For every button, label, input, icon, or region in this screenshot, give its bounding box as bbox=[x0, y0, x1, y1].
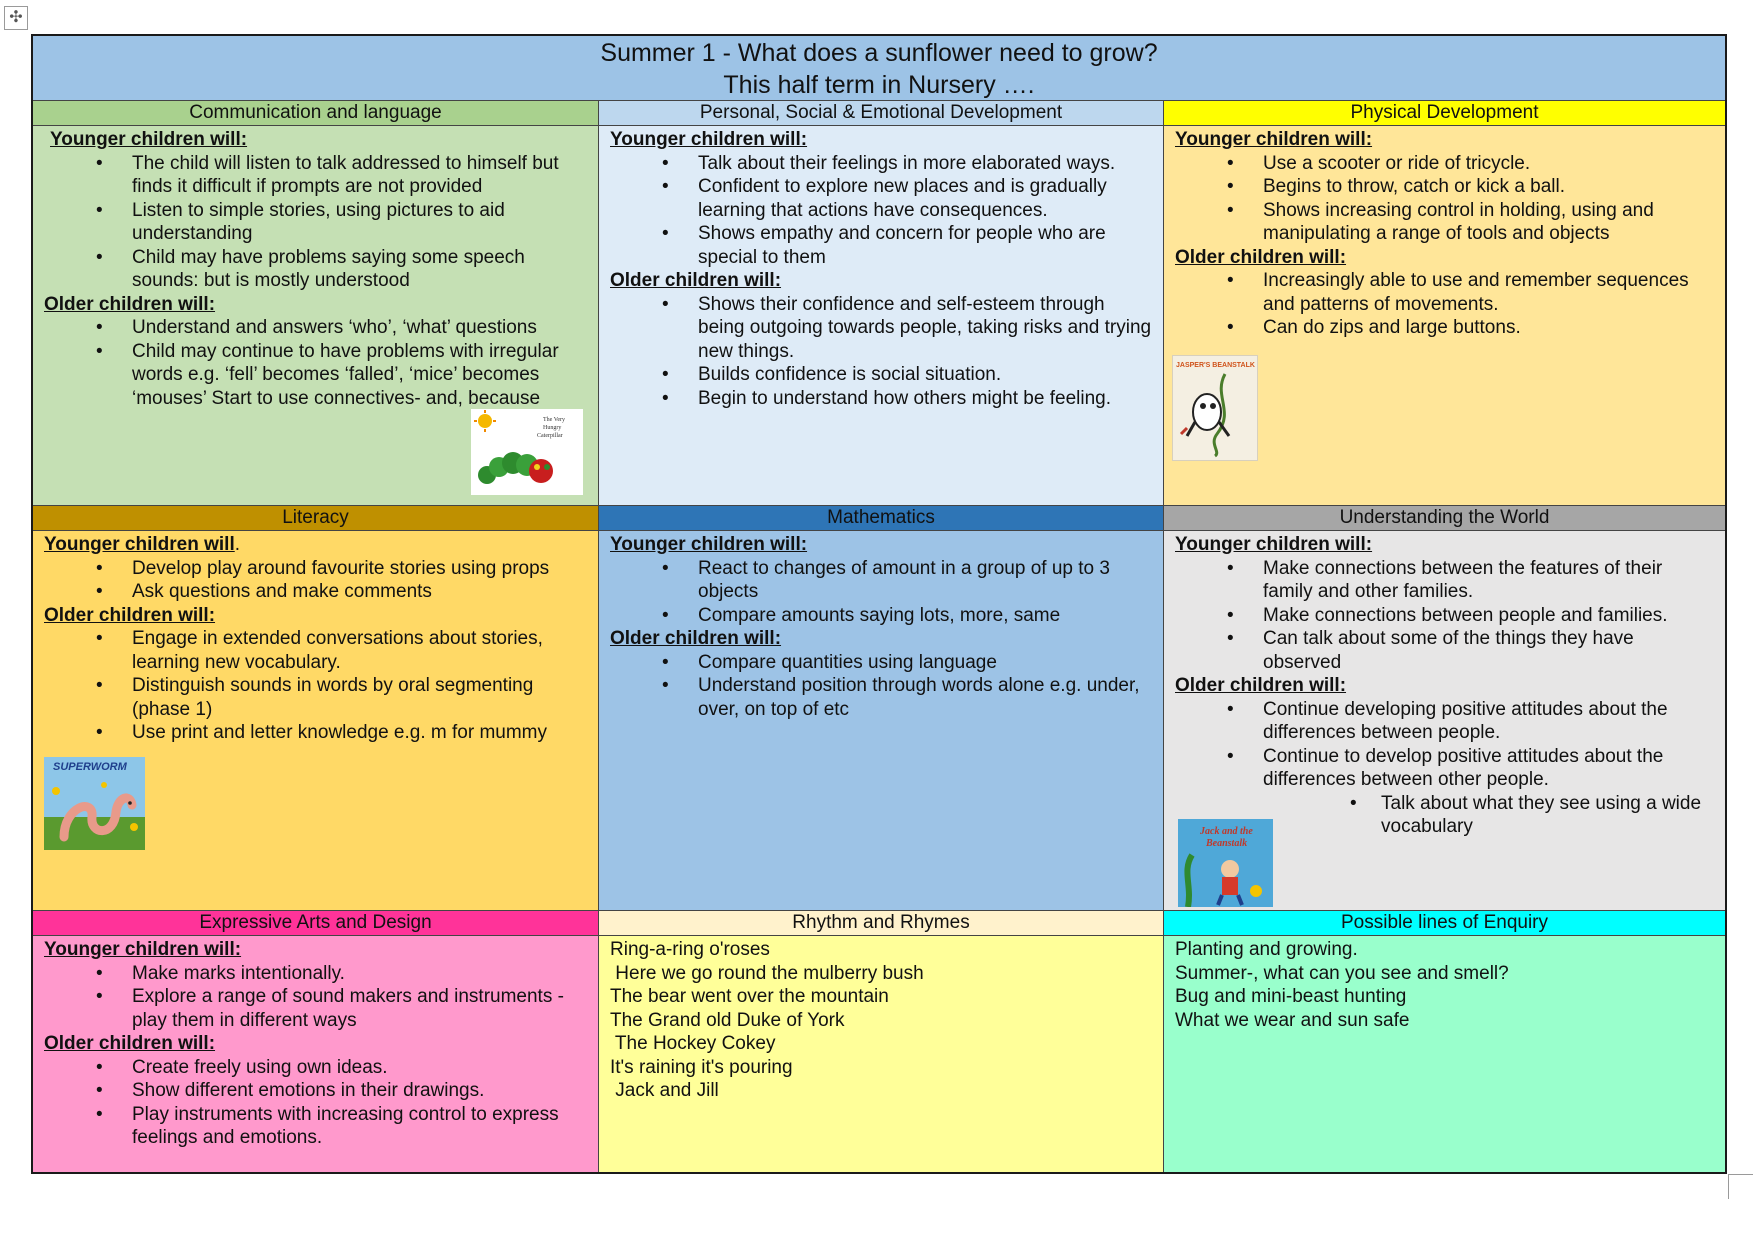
list-item: • Ask questions and make comments bbox=[44, 580, 588, 604]
list-item: • Develop play around favourite stories using props bbox=[44, 557, 588, 581]
list-item: • Engage in extended conversations about stories, learning new vocabulary. bbox=[44, 627, 588, 674]
rhyme-item: Ring-a-ring o'roses bbox=[610, 939, 770, 960]
maths-cell bbox=[599, 506, 1164, 911]
hungry-caterpillar-book-image bbox=[471, 409, 583, 495]
communication-body bbox=[33, 126, 598, 505]
older-label: Older children will: bbox=[610, 628, 782, 649]
enquiry-item: Bug and mini-beast hunting bbox=[1175, 986, 1407, 1007]
rhyme-item: It's raining it's pouring bbox=[610, 1056, 793, 1078]
psed-heading: Personal, Social & Emotional Development bbox=[599, 101, 1163, 126]
list-item: • Begins to throw, catch or kick a ball. bbox=[1175, 175, 1715, 199]
list-item: • Talk about what they see using a wide vocabulary bbox=[1175, 792, 1715, 839]
list-item: • Use a scooter or ride of tricycle. bbox=[1175, 152, 1715, 176]
list-item: • Make marks intentionally. bbox=[44, 962, 588, 986]
younger-list bbox=[44, 962, 588, 1033]
arts-body bbox=[33, 936, 598, 1172]
older-label: Older children will: bbox=[1175, 675, 1347, 696]
enquiry-cell bbox=[1164, 911, 1725, 1172]
rhymes-heading: Rhythm and Rhymes bbox=[599, 911, 1163, 936]
list-item: • Shows their confidence and self-esteem through being outgoing towards people, taking risks and trying new things. bbox=[610, 293, 1153, 364]
list-item: • Understand and answers ‘who’, ‘what’ questions bbox=[44, 316, 588, 340]
older-label: Older children will: bbox=[1175, 246, 1347, 268]
rhymes-body bbox=[599, 936, 1163, 1172]
book-title-text: The Very bbox=[543, 417, 566, 423]
physical-cell bbox=[1164, 101, 1725, 506]
list-item: • Continue developing positive attitudes about the differences between people. bbox=[1175, 698, 1715, 745]
literacy-heading: Literacy bbox=[33, 506, 598, 531]
older-list bbox=[44, 316, 588, 410]
book-title-text: Beanstalk bbox=[1206, 838, 1248, 849]
book-title-text: JASPER'S BEANSTALK bbox=[1176, 362, 1255, 369]
world-cell bbox=[1164, 506, 1725, 911]
list-item: • Listen to simple stories, using pictures to aid understanding bbox=[44, 199, 588, 246]
rhymes-cell bbox=[599, 911, 1164, 1172]
psed-cell bbox=[599, 101, 1164, 506]
list-item: • Shows increasing control in holding, using and manipulating a range of tools and objects bbox=[1175, 199, 1715, 246]
list-item: • Compare quantities using language bbox=[610, 651, 1153, 675]
enquiry-item: Summer-, what can you see and smell? bbox=[1175, 962, 1509, 984]
list-item: • Distinguish sounds in words by oral segmenting (phase 1) bbox=[44, 674, 588, 721]
list-item: • Can do zips and large buttons. bbox=[1175, 316, 1715, 340]
jack-and-the-beanstalk-book-image bbox=[1178, 819, 1273, 907]
communication-heading: Communication and language bbox=[33, 101, 598, 126]
list-item: • Increasingly able to use and remember sequences and patterns of movements. bbox=[1175, 269, 1715, 316]
list-item: • Use print and letter knowledge e.g. m for mummy bbox=[44, 721, 588, 745]
younger-list bbox=[44, 152, 588, 293]
older-list bbox=[1175, 698, 1715, 839]
list-item: • Show different emotions in their drawings. bbox=[44, 1079, 588, 1103]
psed-body bbox=[599, 126, 1163, 505]
rhyme-item: Here we go round the mulberry bush bbox=[610, 962, 924, 984]
older-label: Older children will: bbox=[44, 604, 216, 626]
page-title: Summer 1 - What does a sunflower need to grow? bbox=[600, 39, 1158, 67]
list-item: • React to changes of amount in a group of up to 3 objects bbox=[610, 557, 1153, 604]
enquiry-item: Planting and growing. bbox=[1175, 939, 1358, 960]
book-title-text: Caterpillar bbox=[537, 433, 563, 439]
communication-cell bbox=[33, 101, 599, 506]
list-item: • Play instruments with increasing control to express feelings and emotions. bbox=[44, 1103, 588, 1150]
jaspers-beanstalk-book-image bbox=[1172, 355, 1258, 461]
arts-heading: Expressive Arts and Design bbox=[33, 911, 598, 936]
list-item: • Builds confidence is social situation. bbox=[610, 363, 1153, 387]
list-item: • Child may continue to have problems with irregular words e.g. ‘fell’ becomes ‘falled’, ‘mice’ becomes ‘mouses’ Start to use connectives- and, because bbox=[44, 340, 588, 411]
younger-label: Younger children will: bbox=[610, 129, 808, 150]
list-item: • Can talk about some of the things they have observed bbox=[1175, 627, 1715, 674]
superworm-book-image bbox=[44, 757, 145, 850]
younger-label: Younger children will: bbox=[44, 939, 242, 960]
world-body bbox=[1164, 531, 1725, 910]
title-cell bbox=[33, 36, 1725, 101]
rhyme-item: Jack and Jill bbox=[610, 1080, 719, 1101]
younger-list bbox=[610, 152, 1153, 270]
younger-label: Younger children will: bbox=[1175, 534, 1373, 555]
older-label: Older children will: bbox=[44, 1033, 216, 1054]
book-title-text: Hungry bbox=[543, 425, 562, 431]
literacy-cell bbox=[33, 506, 599, 911]
physical-heading: Physical Development bbox=[1164, 101, 1725, 126]
younger-list bbox=[1175, 557, 1715, 675]
rhyme-item: The Grand old Duke of York bbox=[610, 1009, 845, 1031]
enquiry-body bbox=[1164, 936, 1725, 1172]
list-item: • Understand position through words alone e.g. under, over, on top of etc bbox=[610, 674, 1153, 721]
list-item: • Shows empathy and concern for people who are special to them bbox=[610, 222, 1153, 269]
literacy-body bbox=[33, 531, 598, 910]
arts-cell bbox=[33, 911, 599, 1172]
maths-heading: Mathematics bbox=[599, 506, 1163, 531]
world-heading: Understanding the World bbox=[1164, 506, 1725, 531]
enquiry-item: What we wear and sun safe bbox=[1175, 1009, 1410, 1031]
younger-list bbox=[44, 557, 588, 604]
list-item: • Make connections between people and families. bbox=[1175, 604, 1715, 628]
table-move-handle-icon[interactable]: ✣ bbox=[4, 6, 28, 30]
enquiry-heading: Possible lines of Enquiry bbox=[1164, 911, 1725, 936]
older-list bbox=[610, 293, 1153, 411]
list-item: • The child will listen to talk addressed to himself but finds it difficult if prompts are not provided bbox=[44, 152, 588, 199]
maths-body bbox=[599, 531, 1163, 910]
list-item: • Begin to understand how others might be feeling. bbox=[610, 387, 1153, 411]
younger-label: Younger children will: bbox=[610, 534, 808, 555]
younger-list bbox=[1175, 152, 1715, 246]
list-item: • Explore a range of sound makers and instruments - play them in different ways bbox=[44, 985, 588, 1032]
younger-label: Younger children will: bbox=[50, 129, 248, 150]
planning-table bbox=[31, 34, 1727, 1174]
older-list bbox=[610, 651, 1153, 722]
rhyme-item: The Hockey Cokey bbox=[610, 1033, 776, 1054]
older-list bbox=[44, 627, 588, 745]
physical-body bbox=[1164, 126, 1725, 505]
list-item: • Confident to explore new places and is gradually learning that actions have consequences. bbox=[610, 175, 1153, 222]
younger-label: Younger children will. bbox=[44, 534, 241, 555]
rhyme-item: The bear went over the mountain bbox=[610, 986, 889, 1007]
page-subtitle: This half term in Nursery …. bbox=[723, 71, 1035, 99]
older-label: Older children will: bbox=[44, 293, 216, 315]
list-item: • Continue to develop positive attitudes about the differences between other people. bbox=[1175, 745, 1715, 792]
list-item: • Make connections between the features of their family and other families. bbox=[1175, 557, 1715, 604]
page-corner-mark bbox=[1728, 1174, 1753, 1199]
book-title-text: Jack and the bbox=[1200, 826, 1253, 837]
list-item: • Talk about their feelings in more elaborated ways. bbox=[610, 152, 1153, 176]
older-label: Older children will: bbox=[610, 270, 782, 291]
younger-list bbox=[610, 557, 1153, 628]
list-item: • Child may have problems saying some speech sounds: but is mostly understood bbox=[44, 246, 588, 293]
book-title-text: SUPERWORM bbox=[53, 761, 127, 773]
younger-label: Younger children will: bbox=[1175, 129, 1373, 150]
list-item: • Compare amounts saying lots, more, same bbox=[610, 604, 1153, 628]
older-list bbox=[1175, 269, 1715, 340]
list-item: • Create freely using own ideas. bbox=[44, 1056, 588, 1080]
older-list bbox=[44, 1056, 588, 1150]
